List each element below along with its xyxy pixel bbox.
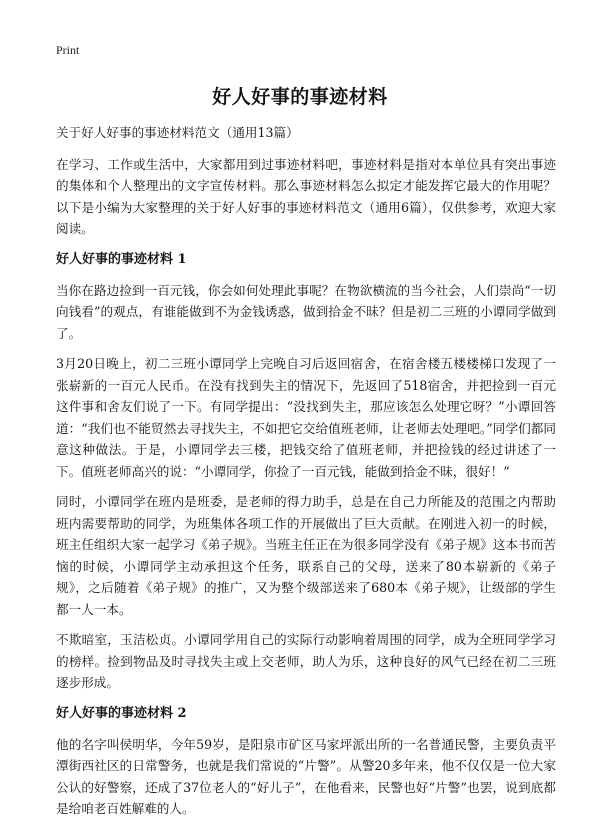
print-link[interactable]: Print xyxy=(56,43,80,57)
document-title: 好人好事的事迹材料 xyxy=(212,86,388,108)
document-subtitle: 关于好人好事的事迹材料范文（通用13篇） xyxy=(56,125,299,140)
section-heading: 好人好事的事迹材料 2 xyxy=(56,705,187,721)
intro-paragraph: 在学习、工作或生活中，大家都用到过事迹材料吧，事迹材料是指对本单位具有突出事迹的集体和个人整理出的文字宣传材料。那么事迹材料怎么拟定才能发挥它最大的作用呢？以下是小编为大家整理的关于好人好事的事迹材料范文（通用6篇），仅供参考，欢迎大家阅读。 xyxy=(56,156,556,236)
section-paragraph: 同时，小谭同学在班内是班委，是老师的得力助手，总是在自己力所能及的范围之内帮助班内需要帮助的同学，为班集体各项工作的开展做出了巨大贡献。在刚进入初一的时候，班主任组织大家一起学习《弟子规》。当班主任正在为很多同学没有《弟子规》这本书而苦恼的时候，小谭同学主动承担这个任务，联系自己的父母，送来了80本崭新的《弟子规》，之后随着《弟子规》的推广，又为整个级部送来了680本《弟子规》，让级部的学生都一人一本。 xyxy=(56,494,556,617)
section-paragraph: 他的名字叫侯明华，今年59岁，是阳泉市矿区马家坪派出所的一名普通民警，主要负责平潭街西社区的日常警务，也就是我们常说的“片警”。从警20多年来，他不仅仅是一位大家公认的好警察，还成了37位老人的“好儿子”，在他看来，民警也好“片警”也罢，说到底都是给咱老百姓解难的人。 xyxy=(56,736,556,816)
section-paragraph: 当你在路边捡到一百元钱，你会如何处理此事呢？在物欲横流的当今社会，人们崇尚“一切向钱看”的观点，有谁能做到不为金钱诱惑，做到拾金不昧？但是初二三班的小谭同学做到了。 xyxy=(56,282,556,341)
document-body xyxy=(56,122,556,829)
section-heading: 好人好事的事迹材料 1 xyxy=(56,251,187,267)
section-paragraph: 不欺暗室，玉洁松贞。小谭同学用自己的实际行动影响着周围的同学，成为全班同学学习的榜样。捡到物品及时寻找失主或上交老师，助人为乐，这种良好的风气已经在初二三班逐步形成。 xyxy=(56,632,556,690)
section-paragraph: 3月20日晚上，初二三班小谭同学上完晚自习后返回宿舍，在宿舍楼五楼楼梯口发现了一张崭新的一百元人民币。在没有找到失主的情况下，先返回了518宿舍，并把捡到一百元这件事和舍友们说了一下。有同学提出：“没找到失主，那应该怎么处理它呀？”小谭回答道：“我们也不能贸然去寻找失主，不如把它交给值班老师，让老师去处理吧。”同学们都同意这种做法。于是，小谭同学去三楼，把钱交给了值班老师，并把捡钱的经过讲述了一下。值班老师高兴的说：“小谭同学，你捡了一百元钱，能做到拾金不昧，很好！” xyxy=(56,356,556,479)
